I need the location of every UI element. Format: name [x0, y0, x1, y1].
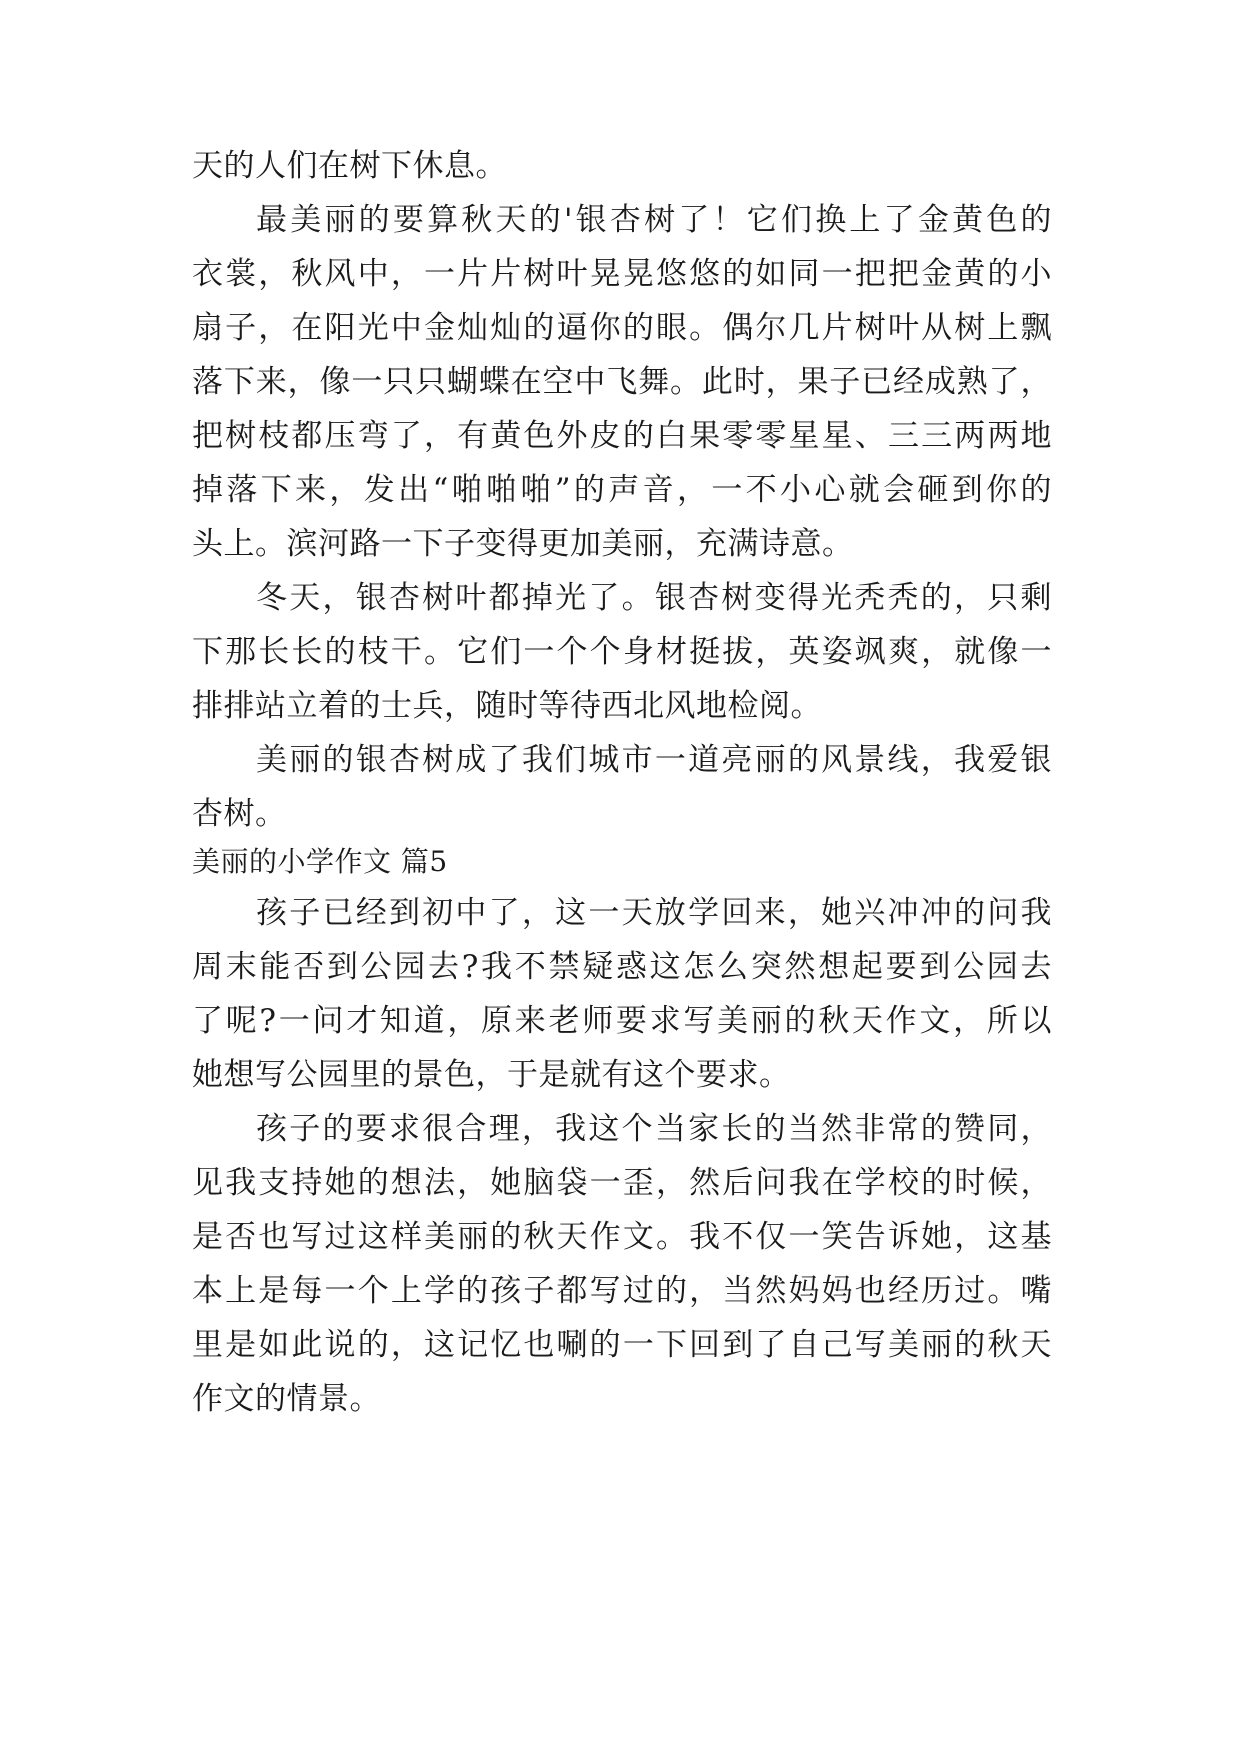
text-line: 头上。滨河路一下子变得更加美丽，充满诗意。: [192, 526, 854, 562]
text-line: 掉落下来，发出“啪啪啪”的声音，一不小心就会砸到你的: [192, 472, 1052, 508]
section-heading: 美丽的小学作文 篇5: [192, 845, 448, 878]
text-line: 落下来，像一只只蝴蝶在空中飞舞。此时，果子已经成熟了，: [192, 364, 1052, 400]
text-line: 她想写公园里的景色，于是就有这个要求。: [192, 1057, 791, 1093]
text-line: 把树枝都压弯了，有黄色外皮的白果零零星星、三三两两地: [192, 418, 1052, 454]
text-line: 下那长长的枝干。它们一个个身材挺拔，英姿飒爽，就像一: [192, 634, 1052, 670]
text-line: 扇子，在阳光中金灿灿的逼你的眼。偶尔几片树叶从树上飘: [192, 310, 1052, 346]
text-line: 了呢?一问才知道，原来老师要求写美丽的秋天作文，所以: [192, 1003, 1052, 1039]
text-line: 杏树。: [192, 796, 287, 832]
text-line: 里是如此说的，这记忆也唰的一下回到了自己写美丽的秋天: [192, 1327, 1052, 1363]
text-line: 冬天，银杏树叶都掉光了。银杏树变得光秃秃的，只剩: [256, 580, 1052, 616]
text-line: 作文的情景。: [192, 1381, 381, 1417]
text-line: 排排站立着的士兵，随时等待西北风地检阅。: [192, 688, 822, 724]
text-line: 孩子已经到初中了，这一天放学回来，她兴冲冲的问我: [256, 895, 1052, 931]
text-line: 天的人们在树下休息。: [192, 148, 507, 184]
text-line: 是否也写过这样美丽的秋天作文。我不仅一笑告诉她，这基: [192, 1219, 1052, 1255]
text-line: 美丽的银杏树成了我们城市一道亮丽的风景线，我爱银: [256, 742, 1052, 778]
text-line: 周末能否到公园去?我不禁疑惑这怎么突然想起要到公园去: [192, 949, 1052, 985]
text-line: 最美丽的要算秋天的'银杏树了！它们换上了金黄色的: [256, 202, 1052, 238]
text-line: 见我支持她的想法，她脑袋一歪，然后问我在学校的时候，: [192, 1165, 1052, 1201]
text-line: 孩子的要求很合理，我这个当家长的当然非常的赞同，: [256, 1111, 1052, 1147]
text-line: 衣裳，秋风中，一片片树叶晃晃悠悠的如同一把把金黄的小: [192, 256, 1052, 292]
text-line: 本上是每一个上学的孩子都写过的，当然妈妈也经历过。嘴: [192, 1273, 1052, 1309]
